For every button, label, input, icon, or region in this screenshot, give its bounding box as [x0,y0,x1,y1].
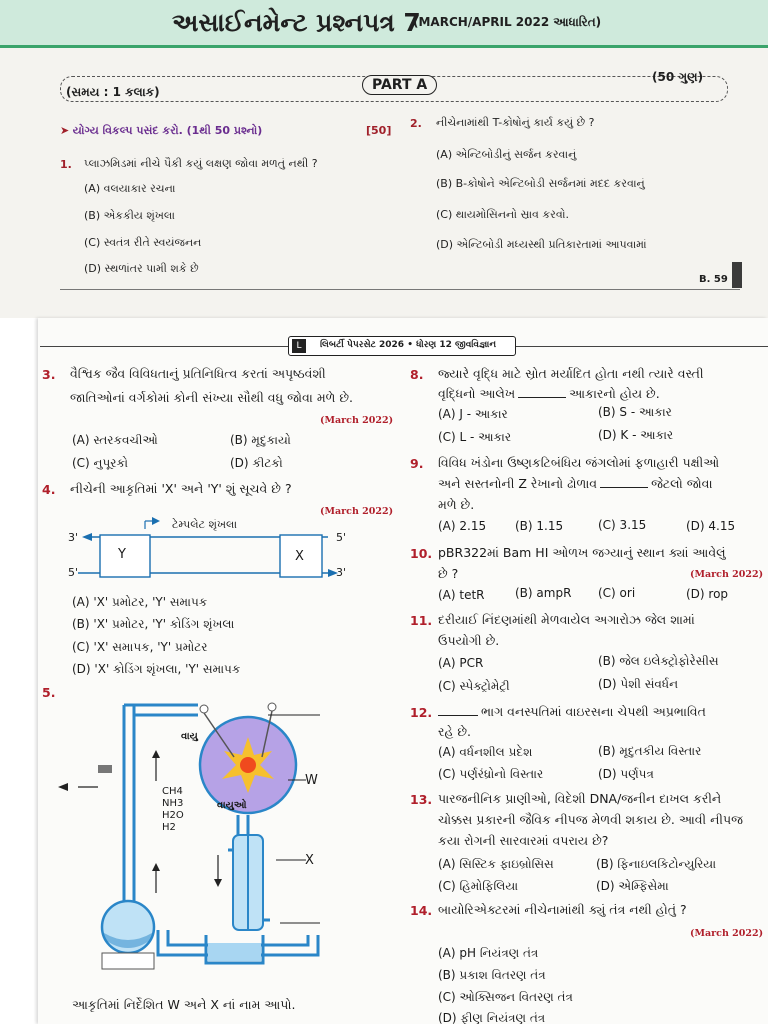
running-header: લિબર્ટી પેપરસેટ 2026 • ધોરણ 12 જીવવિજ્ઞાન [320,340,497,350]
option-a: (A) સિસ્ટિક ફાઇબ્રોસિસ [438,857,554,871]
divider [60,289,740,290]
option-c: (C) સ્વતંત્ર રીતે સ્વયંજનન [84,236,202,249]
option-b: (B) 'X' પ્રમોટર, 'Y' કોડિંગ શૃંખલા [72,617,235,631]
option-b: (B) S - આકાર [598,405,672,419]
option-d: (D) એન્ટિબોડી મધ્યસ્થી પ્રતિકારતામાં આપવામાં [436,238,647,251]
option-d: (D) કીટકો [230,456,283,470]
question-text-line: વિવિધ ખંડોના ઉષ્ણકટિબંધિય જંગલોમાં ફળાહારી પક્ષીઓ [438,455,720,470]
question-text: આકૃતિમાં નિર્દેશિત W અને X નાં નામ આપો. [72,997,296,1012]
question-text-part: આકારનો હોય છે. [569,386,660,401]
formula-ch4: CH4 [162,786,183,797]
question-number: 11. [410,613,433,628]
box-x-label: X [295,549,304,564]
question-text-line: જ્યારે વૃદ્ધિ માટે સ્રોત મર્યાદિત હોતા નથી ત્યારે વસ્તી [438,366,704,381]
question-number: 2. [410,117,422,130]
option-a: (A) tetR [438,588,485,602]
formula-nh3: NH3 [162,798,184,809]
arrow-right-icon: ➤ [60,124,70,137]
end-label: 3' [336,566,347,579]
time-label: (સમય : 1 કલાક) [66,85,160,99]
option-a: (A) વલયાકાર રચના [84,182,176,195]
page-title: અસાઈનમેન્ટ પ્રશ્નપત્ર 7 [172,8,421,37]
question-text: પ્લાઝમિડમાં નીચે પૈકી કયું લક્ષણ જોવા મળતું નથી ? [84,157,318,170]
question-number: 9. [410,456,424,471]
option-d: (D) rop [686,587,729,601]
label-w: W [305,773,318,788]
option-b: (B) જેલ ઇલેક્ટ્રોફોરેસીસ [598,654,719,668]
option-b: (B) પ્રકાશ વિતરણ તંત્ર [438,968,546,982]
question-number: 1. [60,158,72,171]
question-number: 5. [42,685,56,700]
fill-blank [600,487,648,488]
end-label: 5' [68,566,79,579]
option-c: (C) પર્ણરંધ્રોનો વિસ્તાર [438,767,544,781]
question-text-line [438,386,660,401]
choose-instruction: યોગ્ય વિકલ્પ પસંદ કરો. (1થી 50 પ્રશ્નો) [72,124,263,137]
option-d: (D) ફીણ નિયંત્રણ તંત્ર [438,1011,546,1024]
option-b: (B) એકકીય શૃંખલા [84,209,175,222]
label-x: X [305,853,314,868]
question-text-line: છે ? [438,566,459,581]
page-tab [732,262,742,288]
option-c: (C) નુપૂરકો [72,456,128,470]
question-number: 13. [410,792,433,807]
option-d: (D) સ્થળાંતર પામી શકે છે [84,262,199,275]
option-c: (C) સ્પેક્ટ્રોમેટ્રી [438,679,510,693]
question-number: 4. [42,482,56,497]
option-c: (C) હિમોફિલિયા [438,879,519,893]
exam-tag: (March 2022) [320,506,394,517]
option-a: (A) 2.15 [438,519,487,533]
question-text-line: ઉપયોગી છે. [438,633,500,648]
question-text-part: ભાગ વનસ્પતિમાં વાઇરસના ચેપથી અપ્રભાવિત [481,704,706,719]
question-text-line [438,476,713,491]
exam-tag: (March 2022) [690,928,764,939]
option-c: (C) થાયમોસિનનો સ્રાવ કરવો. [436,208,569,221]
option-a: (A) J - આકાર [438,407,508,421]
question-text-part: અને સસ્તનોની Z રેખાનો ઢોળાવ [438,476,598,491]
option-a: (A) 'X' પ્રમોટર, 'Y' સમાપક [72,595,208,609]
publisher-logo-icon: L [292,339,306,353]
question-text: બાયોરિએક્ટરમાં નીચેનામાંથી ક્યું તંત્ર નથી હોતું ? [438,902,687,917]
gas-label: વાયુ [181,731,198,742]
formula-h2o: H2O [162,810,184,821]
option-d: (D) એમ્ફિસેમા [596,879,669,893]
option-c: (C) 'X' સમાપક, 'Y' પ્રમોટર [72,640,208,654]
option-a: (A) વર્ધનશીલ પ્રદેશ [438,745,533,759]
choose-line [60,124,262,138]
question-text: નીચેનામાંથી T-કોષોનું કાર્ય કયું છે ? [436,116,595,129]
question-text-line: રહે છે. [438,724,471,739]
option-c: (C) L - આકાર [438,430,512,444]
option-d: (D) 'X' કોડિંગ શૃંખલા, 'Y' સમાપક [72,662,241,676]
option-a: (A) એન્ટિબોડીનું સર્જન કરવાનું [436,148,577,161]
option-c: (C) ઓક્સિજન વિતરણ તંત્ર [438,990,573,1004]
page-number: B. 59 [699,274,728,285]
page-subtitle: (MARCH/APRIL 2022 આધારિત) [413,15,602,29]
question-text-line: કયા રોગની સારવારમાં વપરાય છે? [438,833,609,848]
question-text-line: મળે છે. [438,497,475,512]
formula-h2: H2 [162,822,176,833]
question-number: 10. [410,546,433,561]
option-d: (D) K - આકાર [598,428,674,442]
option-d: (D) 4.15 [686,519,736,533]
exam-tag: (March 2022) [690,569,764,580]
option-a: (A) સ્તરકવચીઓ [72,433,158,447]
fill-blank [438,715,478,716]
option-b: (B) ampR [515,586,572,600]
option-a: (A) pH નિયંત્રણ તંત્ર [438,946,539,960]
option-a: (A) PCR [438,656,484,670]
question-text-line [438,704,706,719]
exam-tag: (March 2022) [320,415,394,426]
question-number: 14. [410,903,433,918]
template-strand-label: ટેમ્પલેટ શૃંખલા [172,518,238,531]
option-c: (C) ori [598,586,636,600]
question-number: 12. [410,705,433,720]
question-text-line: pBR322માં Bam HI ઓળખ જગ્યાનું સ્થાન ક્યાં આવેલું [438,545,726,560]
option-d: (D) પર્ણપત્ર [598,767,654,781]
option-b: (B) 1.15 [515,519,564,533]
part-label: PART A [362,75,437,95]
marks-label: (50 ગુણ) [652,70,704,84]
fill-blank [518,397,566,398]
question-text: નીચેની આકૃતિમાં 'X' અને 'Y' શું સૂચવે છે ? [70,481,292,496]
question-number: 3. [42,367,56,382]
option-b: (B) ફિનાઇલકિટોન્યુરિયા [596,857,717,871]
question-text-line: જાતિઓનાં વર્ગકોમાં કોની સંખ્યા સૌથી વધુ જોવા મળે છે. [70,390,354,405]
question-text-line: ચોક્કસ પ્રકારની જૈવિક નીપજ મેળવી શકાય છે. આવી નીપજ [438,812,743,827]
option-b: (B) B-કોષોને એન્ટિબોડી સર્જનમાં મદદ કરવાનું [436,177,645,190]
miller-experiment-diagram [48,695,388,980]
question-text-line: દરીયાઈ નિંદણમાંથી મેળવાયેલ અગારોઝ જેલ શામાં [438,612,695,627]
option-b: (B) મૃદુતકીય વિસ્તાર [598,744,702,758]
gases-label: વાયુઓ [217,800,247,811]
end-label: 3' [68,531,79,544]
previous-page [0,0,768,318]
end-label: 5' [336,531,347,544]
option-d: (D) પેશી સંવર્ધન [598,677,679,691]
option-c: (C) 3.15 [598,518,647,532]
option-b: (B) મૃદુકાયો [230,433,291,447]
question-text-part: વૃદ્ધિનો આલેખ [438,386,516,401]
question-text-part: જેટલો જોવા [651,476,713,491]
choose-marks: [50] [366,124,392,137]
question-number: 8. [410,367,424,382]
box-y-label: Y [118,547,126,562]
question-text-line: વૈશ્વિક જૈવ વિવિધતાનું પ્રતિનિધિત્વ કરતાં અપૃષ્ઠવંશી [70,366,326,381]
question-text-line: પારજનીનિક પ્રાણીઓ, વિદેશી DNA/જનીન દાખલ કરીને [438,791,722,806]
